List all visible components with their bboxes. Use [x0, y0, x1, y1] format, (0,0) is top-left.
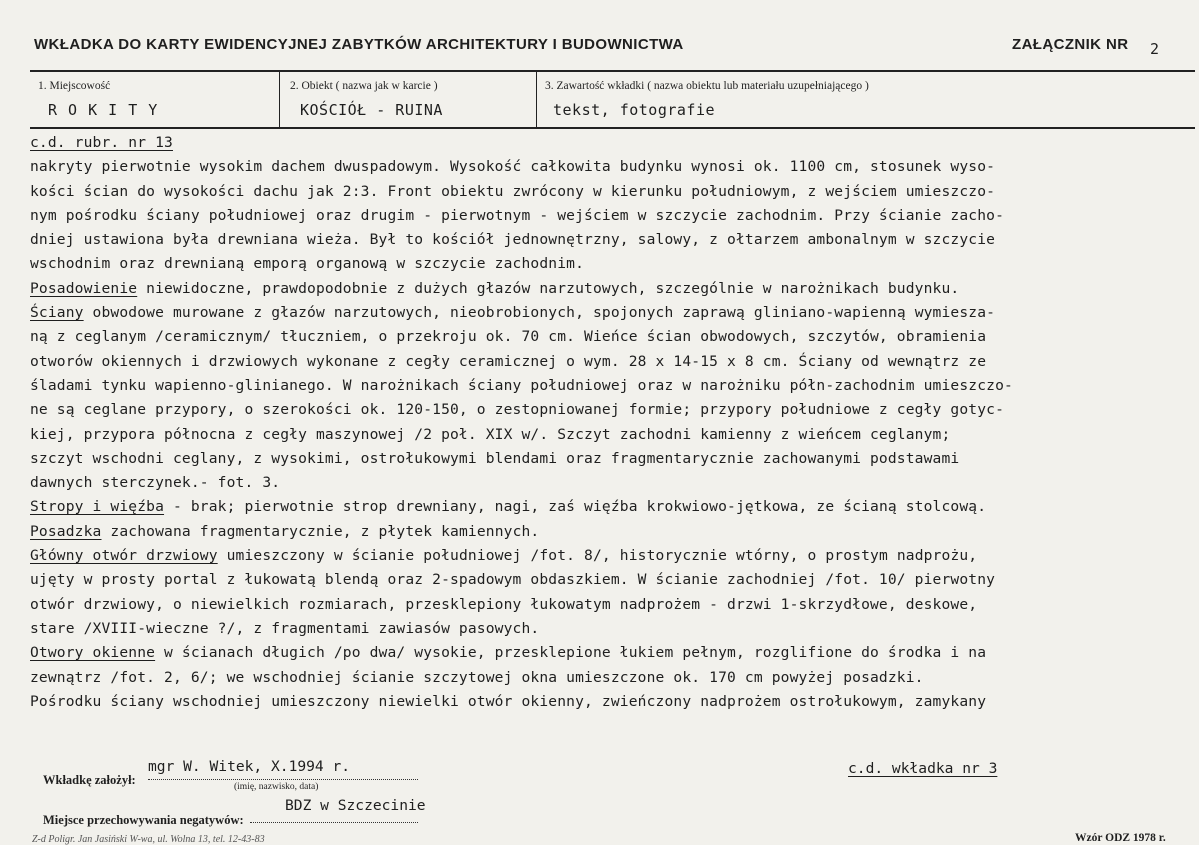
continuation-note: c.d. wkładka nr 3: [848, 760, 998, 777]
field-divider-2: [536, 71, 537, 128]
storage-dotted-line: [250, 822, 418, 823]
annex-number: 2: [1150, 40, 1160, 58]
body-line: [30, 471, 1190, 495]
body-text-span: szczyt wschodni ceglany, z wysokimi, ostrołukowymi blendami oraz fragmentarycznie zachowanymi podstawami: [30, 449, 960, 467]
section-heading: Otwory okienne: [30, 644, 156, 662]
body-text-span: zewnątrz /fot. 2, 6/; we wschodniej ścianie szczytowej okna umieszczone ok. 170 cm powyżej posadzki.: [30, 668, 924, 686]
body-text-span: kiej, przypora północna z cegły maszynowej /2 poł. XIX w/. Szczyt zachodni kamienny z wieńcem ceglanym;: [30, 425, 951, 443]
body-line: [30, 252, 1190, 276]
body-text-span: ne są ceglane przypory, o szerokości ok. 120-150, o zestopniowanej formie; przypory południowe z cegły gotyc-: [30, 401, 1005, 419]
author-dotted-line: [148, 779, 418, 780]
printer-imprint: Z-d Poligr. Jan Jasiński W-wa, ul. Wolna 13, tel. 12-43-83: [32, 834, 265, 845]
body-text-span: stare /XVIII-wieczne ?/, z fragmentami zawiasów pasowych.: [30, 619, 540, 637]
field-value-object: KOŚCIÓŁ - RUINA: [300, 101, 443, 119]
body-line: [30, 131, 1190, 155]
section-heading: Stropy i więźba: [30, 498, 165, 516]
annex-label: ZAŁĄCZNIK NR: [1012, 36, 1129, 53]
section-heading: Główny otwór drzwiowy: [30, 547, 218, 565]
body-line: [30, 495, 1190, 519]
author-hint: (imię, nazwisko, data): [234, 782, 319, 792]
body-line: [30, 204, 1190, 228]
body-line: [30, 325, 1190, 349]
form-title: WKŁADKA DO KARTY EWIDENCYJNEJ ZABYTKÓW ARCHITEKTURY I BUDOWNICTWA: [34, 36, 684, 53]
header-top-rule: [30, 70, 1195, 72]
body-text-span: Pośrodku ściany wschodniej umieszczony niewielki otwór okienny, zwieńczony nadprożem ostrołukowym, zamykany: [30, 692, 987, 710]
field-value-locality: R O K I T Y: [48, 101, 159, 119]
body-text-span: kości ścian do wysokości dachu jak 2:3. Front obiektu zwrócony w kierunku południowym, z wejściem umieszczo-: [30, 182, 996, 200]
body-line: [30, 568, 1190, 592]
body-line: [30, 350, 1190, 374]
body-text-span: dawnych sterczynek.- fot. 3.: [30, 474, 281, 492]
body-line: [30, 398, 1190, 422]
field-label-content: 3. Zawartość wkładki ( nazwa obiektu lub materiału uzupełniającego ): [545, 80, 869, 92]
body-line: [30, 180, 1190, 204]
body-text-span: niewidoczne, prawdopodobnie z dużych głazów narzutowych, szczególnie w narożnikach budynku.: [137, 279, 960, 297]
storage-label: Miejsce przechowywania negatywów:: [43, 813, 244, 827]
form-number: Wzór ODZ 1978 r.: [1075, 832, 1166, 844]
body-line: [30, 423, 1190, 447]
body-text-span: - brak; pierwotnie strop drewniany, nagi, zaś więźba krokwiowo-jętkowa, ze ścianą stolcową.: [164, 498, 987, 516]
body-line: [30, 228, 1190, 252]
body-line: [30, 666, 1190, 690]
body-text-span: śladami tynku wapienno-glinianego. W narożnikach ściany południowej oraz w narożniku półn-zachodnim umieszczo-: [30, 376, 1013, 394]
field-label-object: 2. Obiekt ( nazwa jak w karcie ): [290, 80, 438, 92]
body-line: [30, 520, 1190, 544]
author-label: Wkładkę założył:: [43, 773, 136, 787]
body-text-span: ujęty w prosty portal z łukowatą blendą oraz 2-spadowym obdaszkiem. W ścianie zachodniej /fot. 10/ pierwotny: [30, 571, 996, 589]
body-line: [30, 447, 1190, 471]
body-text-span: otwór drzwiowy, o niewielkich rozmiarach, przesklepiony łukowatym nadprożem - drzwi 1-skrzydłowe, deskowe,: [30, 595, 978, 613]
body-line: [30, 544, 1190, 568]
body-text-span: dniej ustawiona była drewniana wieża. Był to kościół jednownętrzny, salowy, z ołtarzem ambonalnym w szczycie: [30, 231, 996, 249]
body-line: [30, 617, 1190, 641]
field-divider-1: [279, 71, 280, 128]
body-line: [30, 593, 1190, 617]
body-text-span: obwodowe murowane z głazów narzutowych, nieobrobionych, spojonych zaprawą gliniano-wapienną wymiesza-: [83, 304, 996, 322]
body-text-span: nym pośrodku ściany południowej oraz drugim - pierwotnym - wejściem w szczycie zachodnim. Przy ścianie zacho-: [30, 206, 1005, 224]
body-text-span: zachowana fragmentarycznie, z płytek kamiennych.: [101, 522, 540, 540]
document-body: [30, 131, 1190, 714]
field-label-locality: 1. Miejscowość: [38, 80, 111, 92]
body-line: [30, 690, 1190, 714]
body-text-span: wschodnim oraz drewnianą emporą organową w szczycie zachodnim.: [30, 255, 585, 273]
body-line: [30, 155, 1190, 179]
field-value-content: tekst, fotografie: [553, 101, 716, 119]
storage-value: BDZ w Szczecinie: [285, 797, 426, 814]
section-heading: Posadzka: [30, 522, 102, 540]
body-text-span: nakryty pierwotnie wysokim dachem dwuspadowym. Wysokość całkowita budynku wynosi ok. 1100 cm, stosunek wyso-: [30, 158, 996, 176]
author-value: mgr W. Witek, X.1994 r.: [148, 758, 351, 775]
section-heading: Ściany: [30, 304, 84, 322]
body-line: [30, 277, 1190, 301]
body-text-span: w ścianach długich /po dwa/ wysokie, przesklepione łukiem pełnym, rozglifione do środka i na: [155, 644, 987, 662]
section-heading: c.d. rubr. nr 13: [30, 134, 173, 151]
body-text-span: otworów okiennych i drzwiowych wykonane z cegły ceramicznej o wym. 28 x 14-15 x 8 cm. Ściany od wewnątrz ze: [30, 352, 987, 370]
body-text-span: ną z ceglanym /ceramicznym/ tłuczniem, o przekroju ok. 70 cm. Wieńce ścian obwodowych, szczytów, obramienia: [30, 328, 987, 346]
body-text-span: umieszczony w ścianie południowej /fot. 8/, historycznie wtórny, o prostym nadprożu,: [217, 547, 978, 565]
section-heading: Posadowienie: [30, 279, 138, 297]
body-line: [30, 374, 1190, 398]
body-line: [30, 301, 1190, 325]
body-line: [30, 641, 1190, 665]
header-bottom-rule: [30, 127, 1195, 129]
